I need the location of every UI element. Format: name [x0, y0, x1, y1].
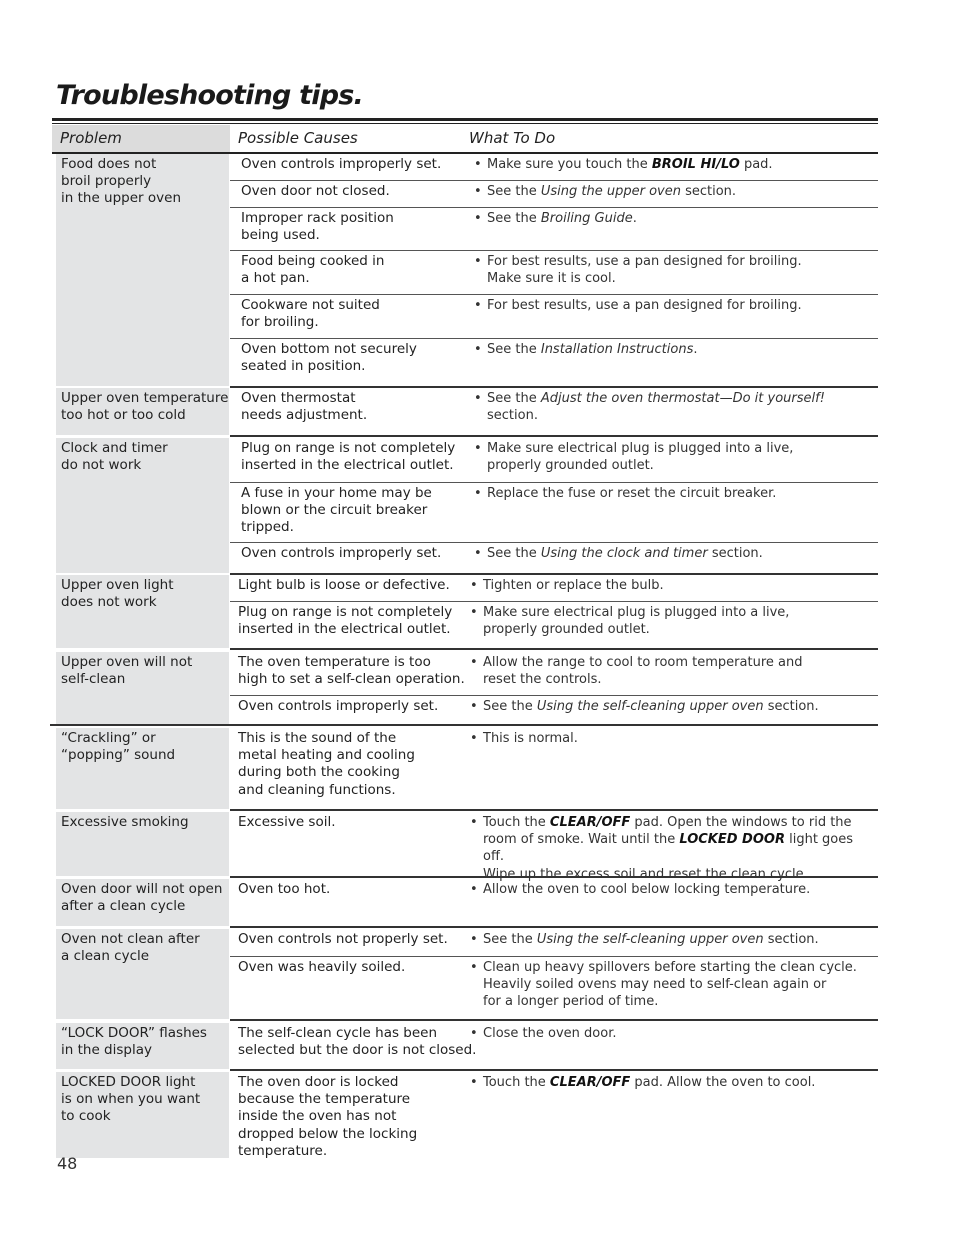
problem-text: “LOCK DOOR” flashes in the display: [61, 1025, 207, 1059]
what-to-do: [470, 881, 810, 898]
problem-group: [56, 388, 878, 435]
what-to-do-text: [474, 156, 773, 173]
possible-cause: Oven controls improperly set.: [241, 545, 442, 561]
bullet-icon: •: [474, 298, 482, 313]
bullet-icon: •: [470, 655, 478, 670]
bullet-icon: •: [470, 815, 478, 830]
instruction-text: Clean up heavy spillovers before starting the clean cycle. Heavily soiled ovens may need to self-clean again or for a longer period of time.: [483, 960, 857, 1010]
bullet-icon: •: [474, 342, 482, 357]
what-to-do-text: [470, 654, 802, 688]
bullet-icon: •: [470, 605, 478, 620]
problem-cell: [56, 929, 229, 1019]
problem-cell: [56, 388, 229, 435]
problem-text: Upper oven light does not work: [61, 577, 174, 611]
what-to-do: [470, 577, 664, 594]
instruction-text: Make sure you touch the: [487, 157, 652, 172]
section-reference: Using the upper oven: [540, 184, 681, 199]
problem-group: [56, 1023, 878, 1069]
possible-cause: The oven temperature is too high to set a self-clean operation.: [238, 654, 465, 688]
what-to-do-text: [474, 440, 793, 474]
problem-text: Food does not broil properly in the upper oven: [61, 156, 181, 207]
section-reference: Using the clock and timer: [540, 546, 708, 561]
table-header: [52, 125, 878, 154]
control-pad-name: LOCKED DOOR: [679, 832, 785, 848]
header-causes: Possible Causes: [238, 129, 358, 147]
bullet-icon: •: [474, 546, 482, 561]
group-divider: [230, 926, 878, 928]
problem-cell: [56, 1023, 229, 1069]
what-to-do: [470, 654, 802, 688]
what-to-do-text: [470, 577, 664, 594]
possible-cause: Oven was heavily soiled.: [238, 959, 406, 975]
instruction-text: .: [632, 211, 637, 226]
group-divider: [230, 876, 878, 878]
what-to-do: [470, 959, 857, 1011]
possible-cause: The oven door is locked because the temperature inside the oven has not dropped below the locking temperature.: [238, 1074, 418, 1159]
what-to-do: [470, 730, 578, 747]
title-rule-thin: [52, 123, 878, 124]
instruction-text: For best results, use a pan designed for broiling.: [487, 298, 802, 313]
table-row: [230, 812, 878, 882]
header-todo: What To Do: [469, 129, 556, 147]
table-row: [230, 1023, 878, 1069]
table-row: [230, 482, 878, 543]
table-row: [230, 338, 878, 387]
table-row: [230, 180, 878, 208]
bullet-icon: •: [474, 391, 482, 406]
instruction-text: Close the oven door.: [483, 1026, 617, 1041]
instruction-text: See the: [483, 699, 537, 714]
bullet-icon: •: [474, 211, 482, 226]
instruction-text: See the: [487, 546, 541, 561]
bullet-icon: •: [474, 441, 482, 456]
problem-cell: [56, 728, 229, 809]
section-reference: Installation Instructions: [540, 342, 694, 357]
what-to-do-text: [474, 390, 825, 424]
what-to-do-text: [470, 881, 810, 898]
possible-cause: Plug on range is not completely inserted in the electrical outlet.: [241, 440, 456, 474]
what-to-do-text: [474, 341, 697, 358]
possible-cause: Oven bottom not securely seated in position.: [241, 341, 417, 375]
group-divider: [230, 1069, 878, 1071]
table-row: [230, 294, 878, 339]
table-row: [230, 250, 878, 295]
table-row: [230, 1072, 878, 1158]
bullet-icon: •: [470, 578, 478, 593]
problem-text: Excessive smoking: [61, 814, 189, 830]
what-to-do: [470, 604, 789, 638]
problem-cell: [56, 652, 229, 724]
problem-group: [56, 154, 878, 386]
what-to-do: [474, 156, 773, 173]
what-to-do-text: [470, 604, 789, 638]
problem-group: [56, 812, 878, 882]
possible-cause: Improper rack position being used.: [241, 210, 394, 244]
instruction-text: This is normal.: [483, 731, 578, 746]
what-to-do: [470, 814, 878, 883]
instruction-text: Make sure electrical plug is plugged into a live, properly grounded outlet.: [487, 441, 794, 474]
table-row: [230, 207, 878, 251]
control-pad-name: BROIL HI/LO: [651, 157, 740, 172]
table-row: [230, 601, 878, 649]
instruction-text: See the: [487, 184, 541, 199]
table-row: [230, 575, 878, 601]
instruction-text: pad.: [739, 157, 773, 172]
instruction-text: section.: [707, 546, 763, 561]
group-divider: [230, 648, 878, 650]
instruction-text: section.: [763, 699, 819, 714]
what-to-do-text: [474, 545, 763, 562]
what-to-do-text: [474, 183, 736, 200]
possible-cause: Excessive soil.: [238, 814, 336, 830]
bullet-icon: •: [470, 731, 478, 746]
group-divider: [50, 724, 878, 726]
possible-cause: Oven controls not properly set.: [238, 931, 448, 947]
what-to-do: [470, 1025, 616, 1042]
instruction-text: Allow the oven to cool below locking temperature.: [483, 882, 811, 897]
what-to-do-text: [474, 297, 802, 314]
instruction-text: See the: [487, 342, 541, 357]
possible-cause: A fuse in your home may be blown or the circuit breaker tripped.: [241, 485, 432, 536]
what-to-do: [470, 931, 819, 948]
instruction-text: section.: [487, 408, 538, 424]
possible-cause: This is the sound of the metal heating and cooling during both the cooking and cleaning functions.: [238, 730, 415, 798]
problem-text: “Crackling” or “popping” sound: [61, 730, 176, 764]
header-problem: Problem: [60, 129, 122, 147]
instruction-text: For best results, use a pan designed for broiling. Make sure it is cool.: [487, 254, 802, 287]
table-row: [230, 695, 878, 725]
bullet-icon: •: [474, 254, 482, 269]
possible-cause: Oven controls improperly set.: [238, 698, 439, 714]
instruction-text: Make sure electrical plug is plugged into a live, properly grounded outlet.: [483, 605, 790, 638]
table-row: [230, 956, 878, 1020]
section-reference: Adjust the oven thermostat—Do it yourself!: [540, 391, 825, 406]
what-to-do: [470, 698, 819, 715]
problem-group: [56, 575, 878, 648]
group-divider: [230, 1019, 878, 1021]
instruction-text: pad. Allow the oven to cool.: [630, 1075, 816, 1090]
what-to-do-text: [470, 814, 878, 883]
problem-group: [56, 728, 878, 809]
what-to-do-text: [470, 1025, 616, 1042]
table-row: [230, 154, 878, 180]
problem-cell: [56, 1072, 229, 1158]
instruction-text: section.: [763, 932, 819, 947]
table-row: [230, 929, 878, 956]
instruction-text: See the: [487, 211, 541, 226]
problem-text: Oven door will not open after a clean cycle: [61, 881, 223, 915]
control-pad-name: CLEAR/OFF: [549, 1075, 631, 1090]
section-reference: Using the self-cleaning upper oven: [536, 932, 764, 947]
bullet-icon: •: [474, 486, 482, 501]
problem-group: [56, 929, 878, 1019]
instruction-text: Tighten or replace the bulb.: [483, 578, 664, 593]
what-to-do: [474, 485, 776, 502]
bullet-icon: •: [470, 1026, 478, 1041]
problem-cell: [56, 154, 229, 386]
instruction-text: .: [693, 342, 698, 357]
problem-group: [56, 879, 878, 926]
bullet-icon: •: [470, 932, 478, 947]
bullet-icon: •: [470, 960, 478, 975]
problem-text: LOCKED DOOR light is on when you want to cook: [61, 1074, 201, 1125]
instruction-text: See the: [483, 932, 537, 947]
what-to-do-text: [470, 959, 857, 1011]
possible-cause: Oven controls improperly set.: [241, 156, 442, 172]
table-row: [230, 542, 878, 574]
possible-cause: Oven thermostat needs adjustment.: [241, 390, 368, 424]
instruction-text: Touch the: [483, 815, 550, 830]
title-rule: [52, 118, 878, 121]
what-to-do: [474, 183, 736, 200]
bullet-icon: •: [474, 157, 482, 172]
table-row: [230, 388, 878, 435]
control-pad-name: CLEAR/OFF: [549, 815, 631, 830]
bullet-icon: •: [470, 1075, 478, 1090]
problem-group: [56, 438, 878, 573]
what-to-do: [474, 440, 793, 474]
table-row: [230, 879, 878, 926]
problem-text: Oven not clean after a clean cycle: [61, 931, 200, 965]
instruction-text: Touch the: [483, 1075, 550, 1090]
problem-text: Clock and timer do not work: [61, 440, 168, 474]
section-reference: Broiling Guide: [540, 211, 633, 226]
what-to-do-text: [474, 485, 776, 502]
what-to-do-text: [470, 730, 578, 747]
what-to-do: [474, 210, 637, 227]
what-to-do: [474, 297, 802, 314]
what-to-do-text: [474, 210, 637, 227]
problem-cell: [56, 879, 229, 926]
bullet-icon: •: [470, 882, 478, 897]
what-to-do-text: [470, 698, 819, 715]
what-to-do: [474, 253, 802, 287]
page-title: Troubleshooting tips.: [56, 80, 363, 111]
problem-text: Upper oven temperature too hot or too cold: [61, 390, 229, 424]
instruction-text: Replace the fuse or reset the circuit breaker.: [487, 486, 777, 501]
what-to-do: [470, 1074, 815, 1091]
possible-cause: Oven too hot.: [238, 881, 331, 897]
instruction-text: pad. Open the windows to rid the room of smoke. Wait until the: [483, 815, 852, 848]
problem-text: Upper oven will not self-clean: [61, 654, 193, 688]
possible-cause: The self-clean cycle has been selected but the door is not closed.: [238, 1025, 477, 1059]
possible-cause: Oven door not closed.: [241, 183, 390, 199]
table-row: [230, 728, 878, 809]
what-to-do-text: [474, 253, 802, 287]
what-to-do-text: [470, 1074, 815, 1091]
problem-cell: [56, 812, 229, 876]
table-row: [230, 652, 878, 695]
bullet-icon: •: [474, 184, 482, 199]
instruction-text: See the: [487, 391, 541, 406]
page-number: 48: [57, 1154, 78, 1173]
table-row: [230, 438, 878, 482]
possible-cause: Plug on range is not completely inserted in the electrical outlet.: [238, 604, 453, 638]
instruction-text: light goes off. Wipe up the excess soil and reset the clean cycle.: [483, 832, 854, 882]
instruction-text: section.: [680, 184, 737, 199]
what-to-do: [474, 390, 825, 424]
problem-group: [56, 652, 878, 724]
section-reference: Using the self-cleaning upper oven: [536, 699, 764, 714]
possible-cause: Cookware not suited for broiling.: [241, 297, 380, 331]
possible-cause: Food being cooked in a hot pan.: [241, 253, 385, 287]
what-to-do: [474, 545, 763, 562]
problem-group: [56, 1072, 878, 1158]
problem-cell: [56, 438, 229, 573]
problem-cell: [56, 575, 229, 648]
what-to-do: [474, 341, 697, 358]
instruction-text: Allow the range to cool to room temperature and reset the controls.: [483, 655, 803, 688]
possible-cause: Light bulb is loose or defective.: [238, 577, 450, 593]
bullet-icon: •: [470, 699, 478, 714]
what-to-do-text: [470, 931, 819, 948]
group-divider: [230, 435, 878, 437]
group-divider: [230, 809, 878, 811]
